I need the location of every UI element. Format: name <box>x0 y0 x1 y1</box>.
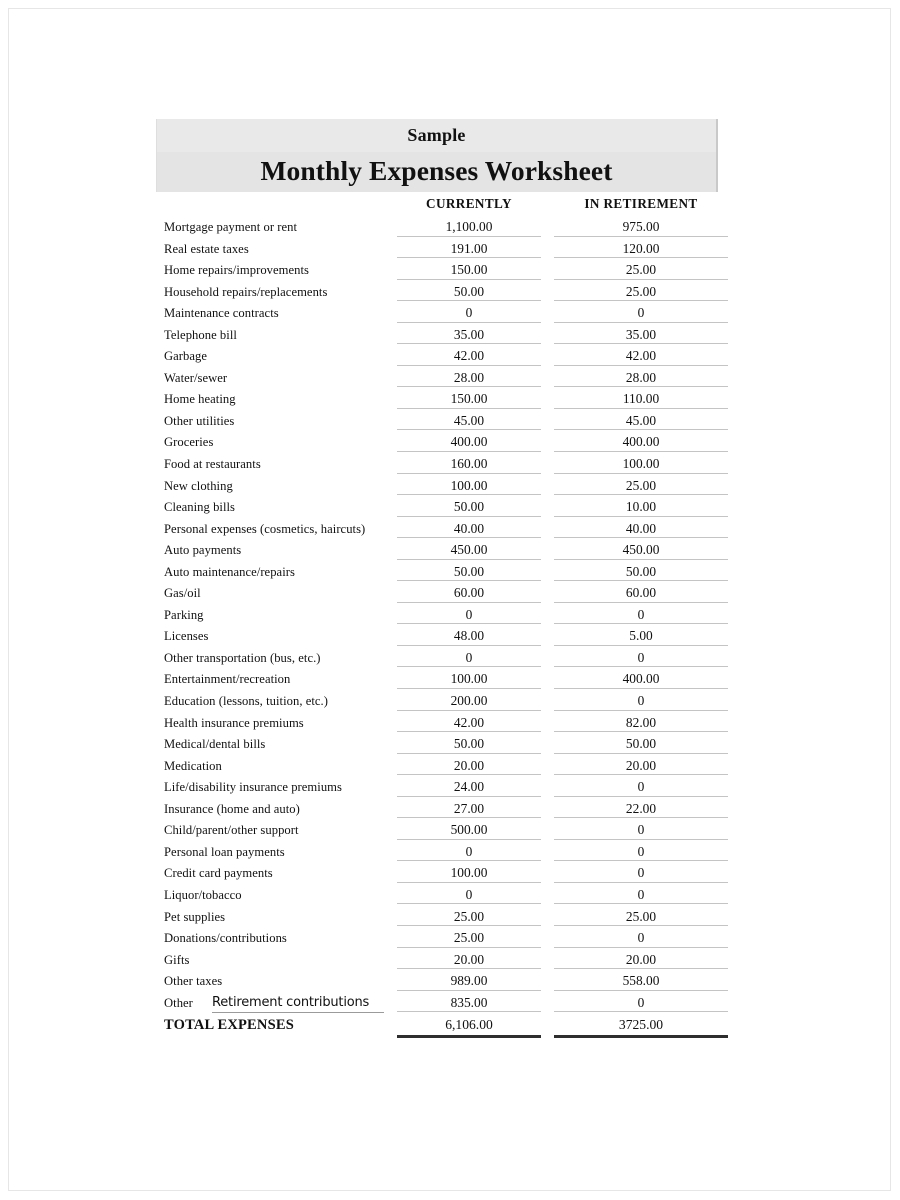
expense-label: Medical/dental bills <box>164 737 266 752</box>
cell-underline <box>554 236 728 237</box>
currently-value[interactable]: 24.00 <box>453 779 485 795</box>
cell-underline <box>554 386 728 387</box>
cell-underline <box>554 774 728 775</box>
in-retirement-value[interactable]: 0 <box>637 822 645 838</box>
cell-underline <box>397 623 541 624</box>
cell-underline <box>554 365 728 366</box>
expense-label: Mortgage payment or rent <box>164 220 298 234</box>
cell-underline <box>554 882 728 883</box>
in-retirement-value[interactable]: 20.00 <box>625 951 657 967</box>
table-row <box>156 499 718 521</box>
currently-value[interactable]: 0 <box>465 606 473 622</box>
expense-label: Auto payments <box>164 543 242 558</box>
cell-underline <box>554 990 728 991</box>
cell-underline <box>397 322 541 323</box>
expense-label: Other <box>164 995 193 1010</box>
table-row <box>156 542 718 564</box>
expense-label: Entertainment/recreation <box>164 672 291 687</box>
cell-underline <box>397 1011 541 1012</box>
expense-label: Liquor/tobacco <box>164 887 242 902</box>
cell-underline <box>397 774 541 775</box>
expense-label: Other transportation (bus, etc.) <box>164 650 321 665</box>
expense-label: Life/disability insurance premiums <box>164 780 342 795</box>
currently-value[interactable]: 50.00 <box>453 736 485 752</box>
currently-value[interactable]: 100.00 <box>450 671 488 687</box>
cell-underline <box>397 580 541 581</box>
expense-label: Food at restaurants <box>164 457 261 472</box>
currently-value[interactable]: 50.00 <box>453 283 485 299</box>
table-row <box>156 715 718 737</box>
cell-underline <box>397 839 541 840</box>
cell-underline <box>397 386 541 387</box>
table-row <box>156 219 718 241</box>
in-retirement-value[interactable]: 25.00 <box>625 262 657 278</box>
currently-value[interactable]: 450.00 <box>450 542 488 558</box>
cell-underline <box>397 343 541 344</box>
in-retirement-value[interactable]: 0 <box>637 693 645 709</box>
table-row <box>156 909 718 931</box>
currently-value[interactable]: 835.00 <box>450 994 488 1010</box>
worksheet-page <box>8 8 891 1191</box>
cell-underline <box>397 300 541 301</box>
in-retirement-value[interactable]: 0 <box>637 930 645 946</box>
cell-underline <box>554 710 728 711</box>
cell-underline <box>554 645 728 646</box>
in-retirement-value[interactable]: 22.00 <box>625 800 657 816</box>
in-retirement-value[interactable]: 25.00 <box>625 283 657 299</box>
expense-label: Telephone bill <box>164 327 237 342</box>
expense-label: Maintenance contracts <box>164 306 279 321</box>
table-row <box>156 693 718 715</box>
cell-underline <box>554 429 728 430</box>
cell-underline <box>554 688 728 689</box>
in-retirement-value[interactable]: 110.00 <box>622 391 660 407</box>
cell-underline <box>554 903 728 904</box>
in-retirement-value[interactable]: 60.00 <box>625 585 657 601</box>
cell-underline <box>397 537 541 538</box>
table-row <box>156 348 718 370</box>
in-retirement-value[interactable]: 450.00 <box>622 542 660 558</box>
expense-label: Household repairs/replacements <box>164 284 328 299</box>
table-row <box>156 305 718 327</box>
page-title: Monthly Expenses Worksheet <box>157 152 716 192</box>
cell-underline <box>397 731 541 732</box>
in-retirement-value[interactable]: 0 <box>637 865 645 881</box>
table-row <box>156 736 718 758</box>
table-row <box>156 585 718 607</box>
cell-underline <box>397 645 541 646</box>
table-row <box>156 973 718 995</box>
expense-label: Medication <box>164 758 222 773</box>
total-underline <box>554 1035 728 1038</box>
in-retirement-value[interactable]: 28.00 <box>625 369 657 385</box>
cell-underline <box>397 903 541 904</box>
expense-label: Child/parent/other support <box>164 823 299 838</box>
currently-value[interactable]: 60.00 <box>453 585 485 601</box>
cell-underline <box>554 279 728 280</box>
in-retirement-value[interactable]: 50.00 <box>625 563 657 579</box>
in-retirement-value[interactable]: 0 <box>637 305 645 321</box>
table-row <box>156 779 718 801</box>
cell-underline <box>554 666 728 667</box>
in-retirement-value[interactable]: 0 <box>637 649 645 665</box>
expense-label: Parking <box>164 607 204 622</box>
title-banner <box>156 119 718 192</box>
in-retirement-value[interactable]: 0 <box>637 886 645 902</box>
cell-underline <box>554 516 728 517</box>
table-row <box>156 930 718 952</box>
table-row <box>156 952 718 974</box>
cell-underline <box>554 473 728 474</box>
cell-underline <box>554 537 728 538</box>
expense-label: Insurance (home and auto) <box>164 801 300 816</box>
cell-underline <box>397 279 541 280</box>
in-retirement-value[interactable]: 20.00 <box>625 757 657 773</box>
in-retirement-value[interactable]: 25.00 <box>625 908 657 924</box>
in-retirement-value[interactable]: 40.00 <box>625 520 657 536</box>
in-retirement-value[interactable]: 45.00 <box>625 412 657 428</box>
in-retirement-value[interactable]: 0 <box>637 994 645 1010</box>
cell-underline <box>554 839 728 840</box>
cell-underline <box>554 860 728 861</box>
currently-value[interactable]: 100.00 <box>450 477 488 493</box>
table-row <box>156 521 718 543</box>
expense-label: Other taxes <box>164 974 223 989</box>
table-row <box>156 564 718 586</box>
table-row <box>156 628 718 650</box>
cell-underline <box>397 516 541 517</box>
cell-underline <box>397 429 541 430</box>
cell-underline <box>397 365 541 366</box>
table-row <box>156 650 718 672</box>
cell-underline <box>554 817 728 818</box>
in-retirement-value[interactable]: 25.00 <box>625 477 657 493</box>
cell-underline <box>554 451 728 452</box>
currently-value[interactable]: 40.00 <box>453 520 485 536</box>
cell-underline <box>397 473 541 474</box>
in-retirement-value[interactable]: 5.00 <box>629 628 653 644</box>
in-retirement-value[interactable]: 558.00 <box>622 973 660 989</box>
column-headers <box>156 196 718 218</box>
in-retirement-value[interactable]: 975.00 <box>622 219 660 234</box>
expense-label: New clothing <box>164 478 233 493</box>
currently-value[interactable]: 0 <box>465 649 473 665</box>
table-row <box>156 478 718 500</box>
cell-underline <box>397 688 541 689</box>
cell-underline <box>397 666 541 667</box>
expense-label: Other utilities <box>164 413 235 428</box>
currently-value[interactable]: 150.00 <box>450 262 488 278</box>
cell-underline <box>554 408 728 409</box>
expense-label: Home repairs/improvements <box>164 263 309 278</box>
expense-label: Donations/contributions <box>164 931 287 946</box>
currently-value[interactable]: 160.00 <box>450 456 488 472</box>
expense-label: Pet supplies <box>164 909 226 924</box>
table-row <box>156 262 718 284</box>
in-retirement-value[interactable]: 120.00 <box>622 240 660 256</box>
table-row <box>156 434 718 456</box>
currently-value[interactable]: 50.00 <box>453 499 485 515</box>
cell-underline <box>554 1011 728 1012</box>
sample-label: Sample <box>157 119 716 152</box>
expense-label: Real estate taxes <box>164 241 249 256</box>
expense-label: Personal loan payments <box>164 844 285 859</box>
currently-value[interactable]: 20.00 <box>453 757 485 773</box>
cell-underline <box>397 796 541 797</box>
cell-underline <box>554 343 728 344</box>
table-row <box>156 822 718 844</box>
total-underline <box>397 1035 541 1038</box>
in-retirement-value[interactable]: 82.00 <box>625 714 657 730</box>
cell-underline <box>397 710 541 711</box>
table-row <box>156 370 718 392</box>
in-retirement-value[interactable]: 50.00 <box>625 736 657 752</box>
currently-value[interactable]: 50.00 <box>453 563 485 579</box>
cell-underline <box>397 602 541 603</box>
cell-underline <box>397 559 541 560</box>
in-retirement-value[interactable]: 0 <box>637 606 645 622</box>
in-retirement-value[interactable]: 400.00 <box>622 671 660 687</box>
other-writein-field[interactable]: Retirement contributions <box>212 994 384 1013</box>
total-currently-value: 6,106.00 <box>445 1017 493 1033</box>
table-row <box>156 327 718 349</box>
cell-underline <box>554 947 728 948</box>
in-retirement-value[interactable]: 10.00 <box>625 499 657 515</box>
currently-value[interactable]: 989.00 <box>450 973 488 989</box>
cell-underline <box>397 882 541 883</box>
currently-value[interactable]: 400.00 <box>450 434 488 450</box>
expense-label: Personal expenses (cosmetics, haircuts) <box>164 521 366 536</box>
currently-value[interactable]: 150.00 <box>450 391 488 407</box>
table-row-total <box>156 1016 718 1040</box>
currently-value[interactable]: 100.00 <box>450 865 488 881</box>
currently-value[interactable]: 25.00 <box>453 930 485 946</box>
currently-value[interactable]: 0 <box>465 843 473 859</box>
cell-underline <box>397 968 541 969</box>
currently-value[interactable]: 48.00 <box>453 628 485 644</box>
currently-value[interactable]: 45.00 <box>453 412 485 428</box>
currently-value[interactable]: 27.00 <box>453 800 485 816</box>
cell-underline <box>397 753 541 754</box>
expense-label: Licenses <box>164 629 209 644</box>
table-row <box>156 758 718 780</box>
cell-underline <box>554 322 728 323</box>
currently-value[interactable]: 0 <box>465 305 473 321</box>
in-retirement-value[interactable]: 100.00 <box>622 456 660 472</box>
column-header-in-retirement: IN RETIREMENT <box>584 196 698 211</box>
table-row <box>156 241 718 263</box>
table-row <box>156 887 718 909</box>
currently-value[interactable]: 42.00 <box>453 348 485 364</box>
currently-value[interactable]: 20.00 <box>453 951 485 967</box>
expense-label: Auto maintenance/repairs <box>164 564 295 579</box>
cell-underline <box>554 494 728 495</box>
table-row-other <box>156 995 718 1017</box>
total-in-retirement-value: 3725.00 <box>618 1017 664 1033</box>
column-header-currently: CURRENTLY <box>426 196 512 211</box>
in-retirement-value[interactable]: 42.00 <box>625 348 657 364</box>
table-row <box>156 456 718 478</box>
expense-label: Water/sewer <box>164 370 228 385</box>
cell-underline <box>554 753 728 754</box>
expense-label: Home heating <box>164 392 236 407</box>
table-row <box>156 284 718 306</box>
cell-underline <box>397 236 541 237</box>
expense-label: Credit card payments <box>164 866 273 881</box>
expense-label: Education (lessons, tuition, etc.) <box>164 694 328 709</box>
total-label: TOTAL EXPENSES <box>164 1017 294 1034</box>
currently-value[interactable]: 500.00 <box>450 822 488 838</box>
currently-value[interactable]: 200.00 <box>450 693 488 709</box>
cell-underline <box>554 257 728 258</box>
in-retirement-value[interactable]: 35.00 <box>625 326 657 342</box>
currently-value[interactable]: 0 <box>465 886 473 902</box>
currently-value[interactable]: 42.00 <box>453 714 485 730</box>
table-row <box>156 844 718 866</box>
expense-rows <box>156 219 718 1040</box>
table-row <box>156 671 718 693</box>
currently-value[interactable]: 35.00 <box>453 326 485 342</box>
in-retirement-value[interactable]: 400.00 <box>622 434 660 450</box>
table-row <box>156 607 718 629</box>
cell-underline <box>554 925 728 926</box>
expense-label: Health insurance premiums <box>164 715 304 730</box>
cell-underline <box>397 817 541 818</box>
cell-underline <box>554 559 728 560</box>
cell-underline <box>554 580 728 581</box>
cell-underline <box>554 623 728 624</box>
currently-value[interactable]: 25.00 <box>453 908 485 924</box>
cell-underline <box>397 860 541 861</box>
expense-label: Garbage <box>164 349 208 364</box>
in-retirement-value[interactable]: 0 <box>637 843 645 859</box>
currently-value[interactable]: 28.00 <box>453 369 485 385</box>
cell-underline <box>397 990 541 991</box>
currently-value[interactable]: 191.00 <box>450 240 488 256</box>
table-row <box>156 413 718 435</box>
expense-label: Gas/oil <box>164 586 201 601</box>
in-retirement-value[interactable]: 0 <box>637 779 645 795</box>
cell-underline <box>554 796 728 797</box>
cell-underline <box>554 731 728 732</box>
expense-label: Cleaning bills <box>164 500 236 515</box>
cell-underline <box>397 257 541 258</box>
cell-underline <box>554 968 728 969</box>
cell-underline <box>397 494 541 495</box>
cell-underline <box>397 925 541 926</box>
cell-underline <box>397 451 541 452</box>
table-row <box>156 391 718 413</box>
cell-underline <box>554 602 728 603</box>
expense-label: Gifts <box>164 952 190 967</box>
cell-underline <box>397 947 541 948</box>
expense-label: Groceries <box>164 435 214 450</box>
table-row <box>156 801 718 823</box>
currently-value[interactable]: 1,100.00 <box>445 219 493 234</box>
cell-underline <box>397 408 541 409</box>
cell-underline <box>554 300 728 301</box>
monthly-expenses-worksheet <box>156 119 718 1040</box>
table-row <box>156 865 718 887</box>
